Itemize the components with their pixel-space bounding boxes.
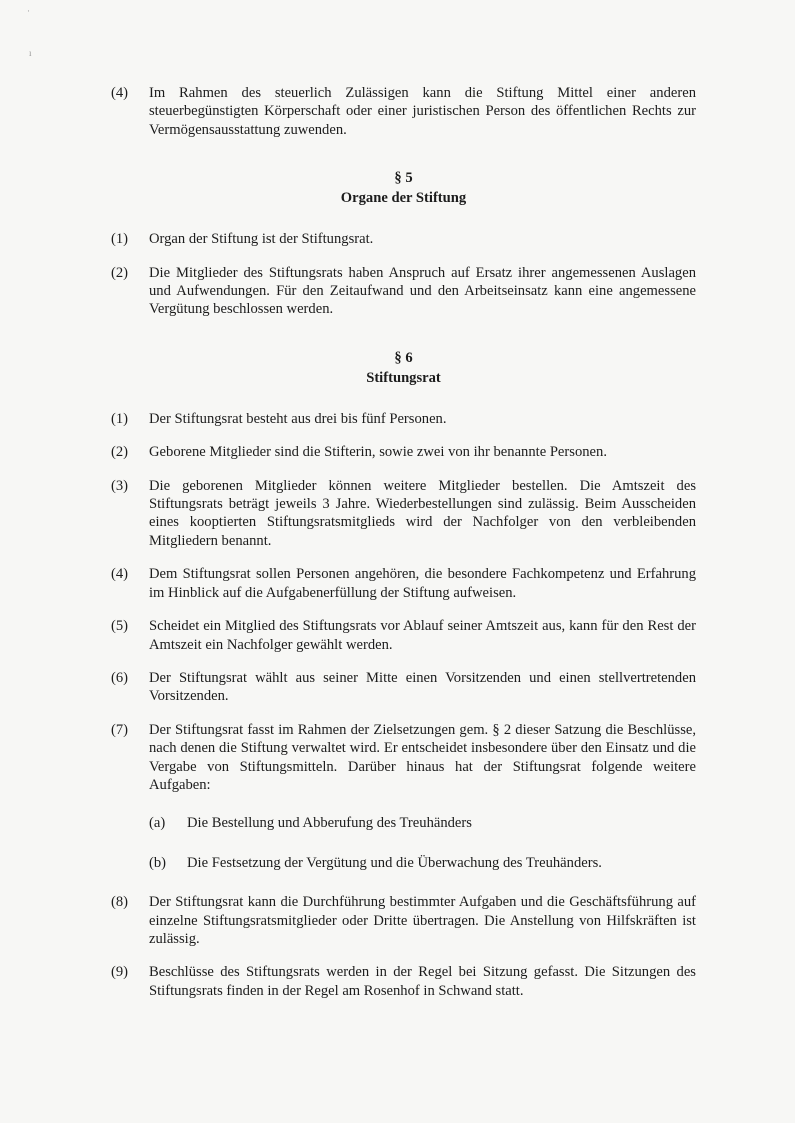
paragraph [111,669,696,706]
section-5-heading [111,168,696,208]
paragraph-number: (1) [111,410,129,427]
paragraph-text: Geborene Mitglieder sind die Stifterin, sowie zwei von ihr benannte Personen. [149,444,607,461]
scan-speck: ı [29,48,32,58]
section-title: Stiftungsrat [366,369,441,386]
list-item-letter: (b) [149,854,167,871]
list-item [111,814,696,832]
paragraph-text: Organ der Stiftung ist der Stiftungsrat. [149,231,374,248]
section-sign: § 5 [394,170,413,187]
paragraph [111,443,696,461]
paragraph [111,963,696,1000]
paragraph-text: Dem Stiftungsrat sollen Personen angehören, die besondere Fachkompetenz und Erfahrung im Hinblick auf die Aufgabenerfüllung der Stiftung aufweisen. [149,566,696,601]
list-item [111,854,696,872]
paragraph-number: (5) [111,618,129,635]
paragraph [111,893,696,948]
paragraph [111,617,696,654]
paragraph [111,264,696,319]
paragraph-number: (3) [111,477,129,494]
paragraph-number: (2) [111,264,129,281]
paragraph [111,410,696,428]
list-item-text: Die Festsetzung der Vergütung und die Überwachung des Treuhänders. [187,854,602,871]
paragraph-number: (9) [111,964,129,981]
paragraph-text: Der Stiftungsrat besteht aus drei bis fünf Personen. [149,410,447,427]
paragraph [111,477,696,551]
paragraph-text: Beschlüsse des Stiftungsrats werden in der Regel bei Sitzung gefasst. Die Sitzungen des Stiftungsrats finden in der Regel am Rosenhof in Schwand statt. [149,964,696,999]
paragraph-number: (1) [111,231,129,248]
paragraph-text: Der Stiftungsrat kann die Durchführung bestimmter Aufgaben und die Geschäftsführung auf einzelne Stiftungsratsmitglieder oder Dritte übertragen. Die Anstellung von Hilfskräften ist zulässig. [149,894,696,947]
paragraph-number: (4) [111,566,129,583]
section-title: Organe der Stiftung [340,190,467,207]
paragraph-text: Scheidet ein Mitglied des Stiftungsrats vor Ablauf seiner Amtszeit aus, kann für den Rest der Amtszeit ein Nachfolger gewählt werden. [149,618,696,653]
section-6-heading [111,348,696,388]
paragraph [111,565,696,602]
paragraph-number: (6) [111,669,129,686]
paragraph-number: (4) [111,85,129,101]
paragraph [111,721,696,795]
paragraph-number: (7) [111,721,129,738]
paragraph-4-4 [111,84,696,139]
list-item-letter: (a) [149,815,166,832]
section-sign: § 6 [394,349,413,366]
paragraph-text: Die geborenen Mitglieder können weitere Mitglieder bestellen. Die Amtszeit des Stiftungsrats beträgt jeweils 3 Jahre. Wiederbestellungen sind zulässig. Beim Ausscheiden eines kooptierten Stiftungsratsmitglieds wird der Nachfolger von den verbleibenden Mitgliedern benannt. [149,477,696,549]
paragraph-text: Im Rahmen des steuerlich Zulässigen kann die Stiftung Mittel einer anderen steuerbegünstigten Körperschaft oder einer juristischen Person des öffentlichen Rechts zur Vermögensausstattung zuwenden. [149,85,696,138]
scan-speck: · [27,6,30,16]
paragraph-text: Die Mitglieder des Stiftungsrats haben Anspruch auf Ersatz ihrer angemessenen Auslagen und Aufwendungen. Für den Zeitaufwand und den Arbeitseinsatz kann eine angemessene Vergütung beschlossen werden. [149,264,696,318]
paragraph-number: (2) [111,444,129,461]
document-body [111,84,696,1015]
paragraph-number: (8) [111,894,129,911]
paragraph-text: Der Stiftungsrat fasst im Rahmen der Zielsetzungen gem. § 2 dieser Satzung die Beschlüsse, nach denen die Stiftung verwaltet wird. Er entscheidet insbesondere über den Einsatz und die Vergabe von Stiftungsmitteln. Darüber hinaus hat der Stiftungsrat folgende weitere Aufgaben: [149,721,696,793]
list-item-text: Die Bestellung und Abberufung des Treuhänders [187,815,472,832]
paragraph [111,230,696,248]
paragraph-text: Der Stiftungsrat wählt aus seiner Mitte einen Vorsitzenden und einen stellvertretenden Vorsitzenden. [149,669,696,705]
